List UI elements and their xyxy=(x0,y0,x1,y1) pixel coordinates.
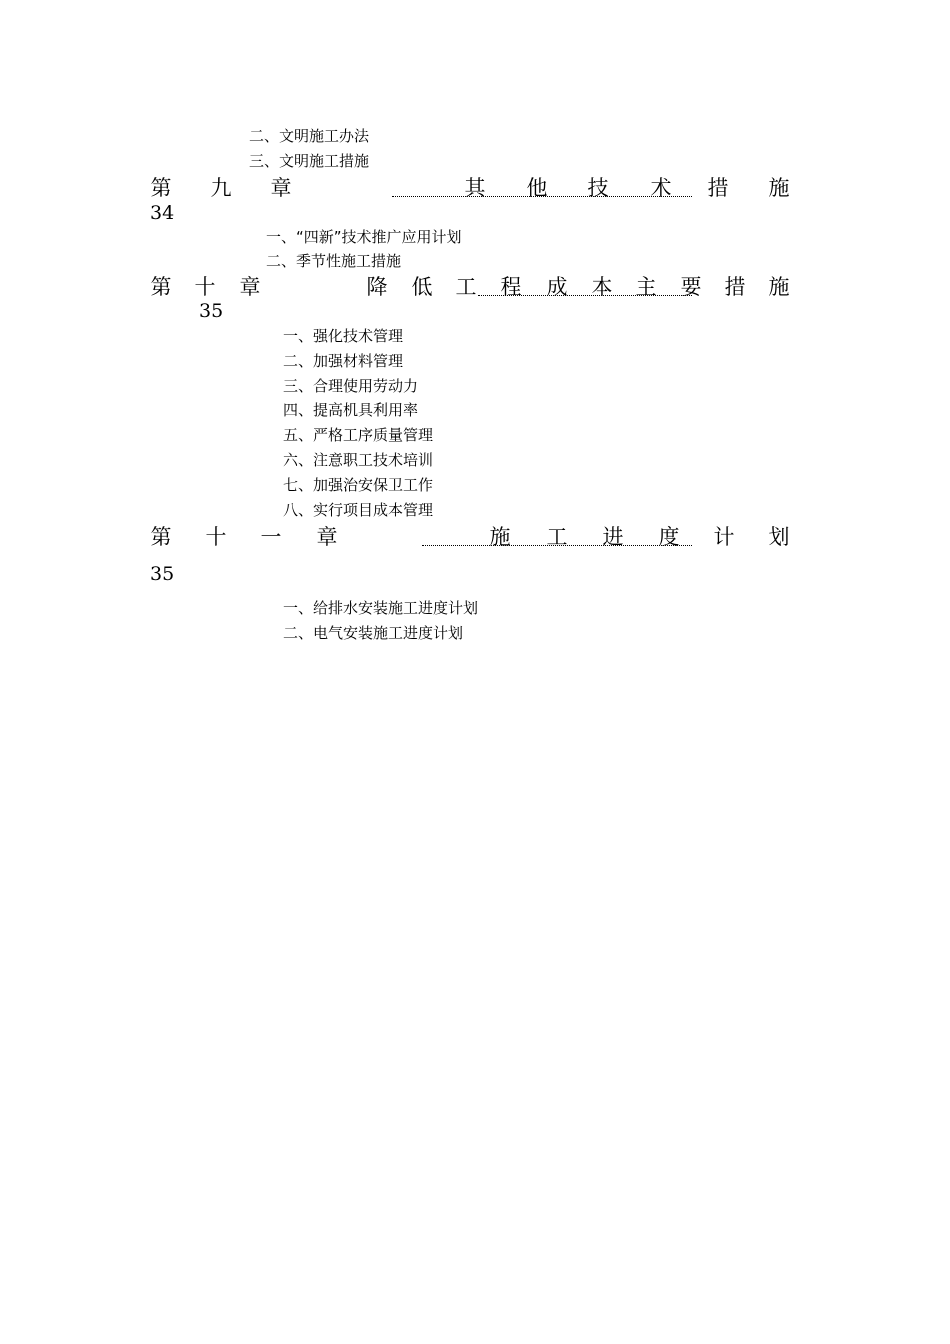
toc-item[interactable]: 一、给排水安装施工进度计划 xyxy=(283,599,479,617)
chapter-char: 第 xyxy=(150,275,172,299)
chapter-char: 程 xyxy=(500,275,522,299)
chapter-char: 成 xyxy=(546,275,568,299)
chapter-char: 章 xyxy=(270,176,292,200)
chapter-char: 他 xyxy=(526,176,548,200)
chapter-char: 施 xyxy=(768,275,790,299)
toc-item[interactable]: 二、季节性施工措施 xyxy=(266,252,402,270)
chapter-char: 第 xyxy=(150,176,172,200)
chapter-char: 九 xyxy=(210,176,232,200)
toc-item[interactable]: 二、电气安装施工进度计划 xyxy=(283,624,464,642)
page-number: 35 xyxy=(150,563,175,585)
page-number: 34 xyxy=(150,202,175,224)
toc-item[interactable]: 七、加强治安保卫工作 xyxy=(283,476,434,494)
chapter-char: 措 xyxy=(724,275,746,299)
chapter-char: 施 xyxy=(489,525,511,549)
toc-chapter-9[interactable] xyxy=(150,174,790,202)
chapter-char: 度 xyxy=(658,525,680,549)
toc-item[interactable]: 八、实行项目成本管理 xyxy=(283,501,434,519)
chapter-char: 十 xyxy=(194,275,216,299)
toc-chapter-10[interactable] xyxy=(150,273,790,301)
toc-chapter-11[interactable] xyxy=(150,523,790,551)
toc-item[interactable]: 一、“四新”技术推广应用计划 xyxy=(266,228,462,246)
page-number: 35 xyxy=(199,300,224,322)
chapter-char: 技 xyxy=(587,176,609,200)
toc-item[interactable]: 六、注意职工技术培训 xyxy=(283,451,434,469)
chapter-char: 措 xyxy=(707,176,729,200)
chapter-char: 施 xyxy=(768,176,790,200)
chapter-char: 章 xyxy=(239,275,261,299)
chapter-char: 主 xyxy=(635,275,657,299)
chapter-char: 低 xyxy=(411,275,433,299)
chapter-char: 本 xyxy=(591,275,613,299)
toc-item[interactable]: 二、文明施工办法 xyxy=(249,127,370,145)
chapter-char: 第 xyxy=(150,525,172,549)
chapter-char: 进 xyxy=(602,525,624,549)
chapter-char: 其 xyxy=(464,176,486,200)
chapter-char: 工 xyxy=(455,275,477,299)
chapter-char: 一 xyxy=(260,525,282,549)
chapter-char: 降 xyxy=(366,275,388,299)
toc-item[interactable]: 一、强化技术管理 xyxy=(283,327,404,345)
toc-item[interactable]: 四、提高机具利用率 xyxy=(283,401,419,419)
toc-item[interactable]: 五、严格工序质量管理 xyxy=(283,426,434,444)
toc-item[interactable]: 二、加强材料管理 xyxy=(283,352,404,370)
chapter-char: 术 xyxy=(650,176,672,200)
chapter-char: 计 xyxy=(713,525,735,549)
chapter-char: 章 xyxy=(316,525,338,549)
chapter-char: 工 xyxy=(546,525,568,549)
chapter-char: 十 xyxy=(205,525,227,549)
chapter-char: 划 xyxy=(768,525,790,549)
chapter-char: 要 xyxy=(680,275,702,299)
toc-item[interactable]: 三、合理使用劳动力 xyxy=(283,377,419,395)
toc-item[interactable]: 三、文明施工措施 xyxy=(249,152,370,170)
